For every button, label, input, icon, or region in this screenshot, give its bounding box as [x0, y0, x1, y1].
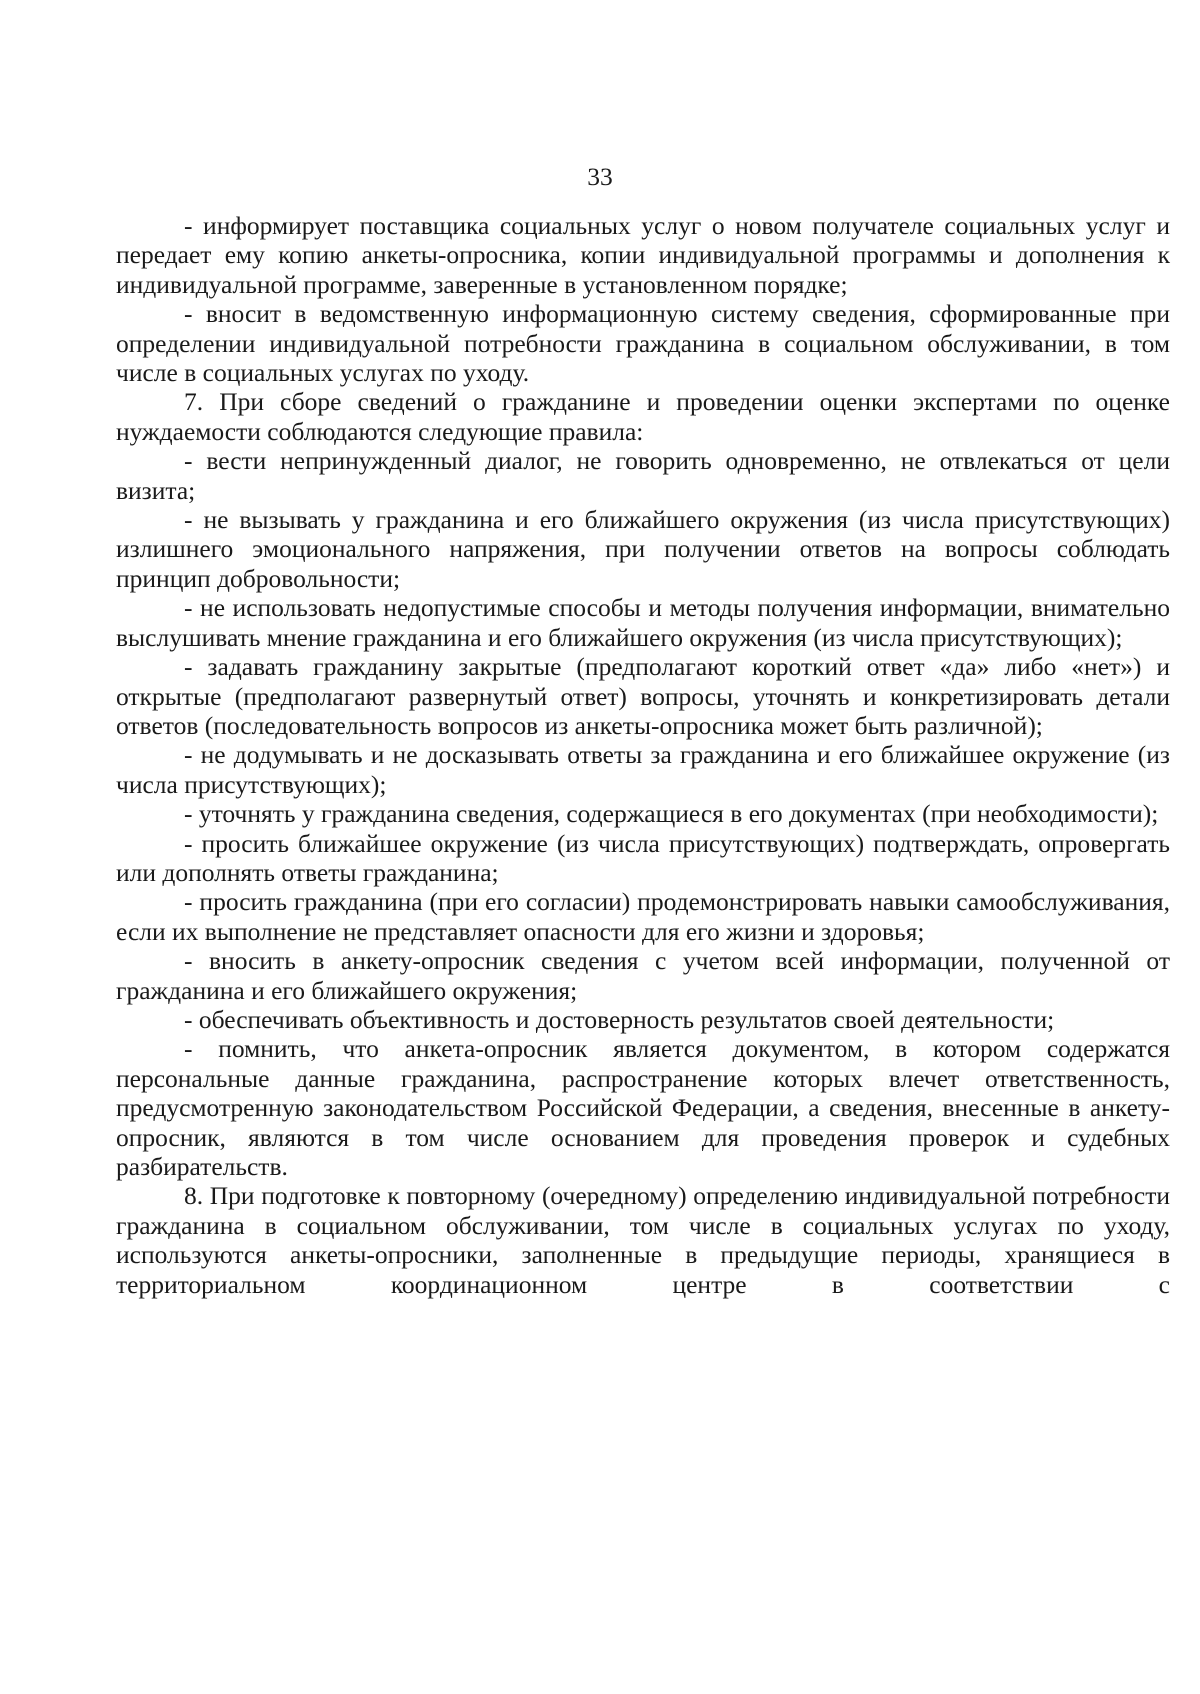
paragraph-section-8: 8. При подготовке к повторному (очередному) определению индивидуальной потребности гражданина в социальном обслуживании, том числе в социальных услугах по уходу, используются анкеты-опросники, заполненные в предыдущие периоды, хранящиеся в территориальном координационном центре в соответствии с: [116, 1181, 1170, 1299]
paragraph-section-7-heading: 7. При сборе сведений о гражданине и проведении оценки экспертами по оценке нуждаемости соблюдаются следующие правила:: [116, 387, 1170, 446]
paragraph-rule-no-tension: - не вызывать у гражданина и его ближайшего окружения (из числа присутствующих) излишнего эмоционального напряжения, при получении ответов на вопросы соблюдать принцип добровольности;: [116, 505, 1170, 593]
paragraph-rule-objectivity: - обеспечивать объективность и достоверность результатов своей деятельности;: [184, 1004, 1055, 1034]
paragraph-rule-demonstrate-skills: - просить гражданина (при его согласии) продемонстрировать навыки самообслуживания, если их выполнение не представляет опасности для его жизни и здоровья;: [116, 887, 1170, 946]
paragraph-rule-confirm-answers: - просить ближайшее окружение (из числа присутствующих) подтверждать, опровергать или дополнять ответы гражданина;: [116, 828, 1170, 887]
paragraph-rule-methods: - не использовать недопустимые способы и методы получения информации, внимательно выслушивать мнение гражданина и его ближайшего окружения (из числа присутствующих);: [116, 593, 1170, 652]
paragraph-enters-information-system: - вносит в ведомственную информационную систему сведения, сформированные при определении индивидуальной потребности гражданина в социальном обслуживании, в том числе в социальных услугах по уходу.: [116, 299, 1170, 388]
paragraph-rule-personal-data: - помнить, что анкета-опросник является документом, в котором содержатся персональные данные гражданина, распространение которых влечет ответственность, предусмотренную законодательством Российской Федерации, а сведения, внесенные в анкету-опросник, являются в том числе основанием для проведения проверок и судебных разбирательств.: [116, 1034, 1170, 1181]
paragraph-rule-dialog: - вести непринужденный диалог, не говорить одновременно, не отвлекаться от цели визита;: [116, 446, 1170, 505]
document-body: [116, 211, 1170, 1299]
paragraph-rule-clarify-documents: - уточнять у гражданина сведения, содержащиеся в его документах (при необходимости);: [184, 799, 1159, 829]
paragraph-rule-questions: - задавать гражданину закрытые (предполагают короткий ответ «да» либо «нет») и открытые (предполагают развернутый ответ) вопросы, уточнять и конкретизировать детали ответов (последовательность вопросов из анкеты-опросника может быть различной);: [116, 652, 1170, 740]
paragraph-rule-no-guessing: - не додумывать и не досказывать ответы за гражданина и его ближайшее окружение (из числа присутствующих);: [116, 740, 1170, 799]
paragraph-rule-fill-questionnaire: - вносить в анкету-опросник сведения с учетом всей информации, полученной от гражданина и его ближайшего окружения;: [116, 946, 1170, 1005]
paragraph-informs-provider: - информирует поставщика социальных услуг о новом получателе социальных услуг и передает ему копию анкеты-опросника, копии индивидуальной программы и дополнения к индивидуальной программе, заверенные в установленном порядке;: [116, 211, 1170, 299]
page-number: 33: [587, 162, 613, 191]
